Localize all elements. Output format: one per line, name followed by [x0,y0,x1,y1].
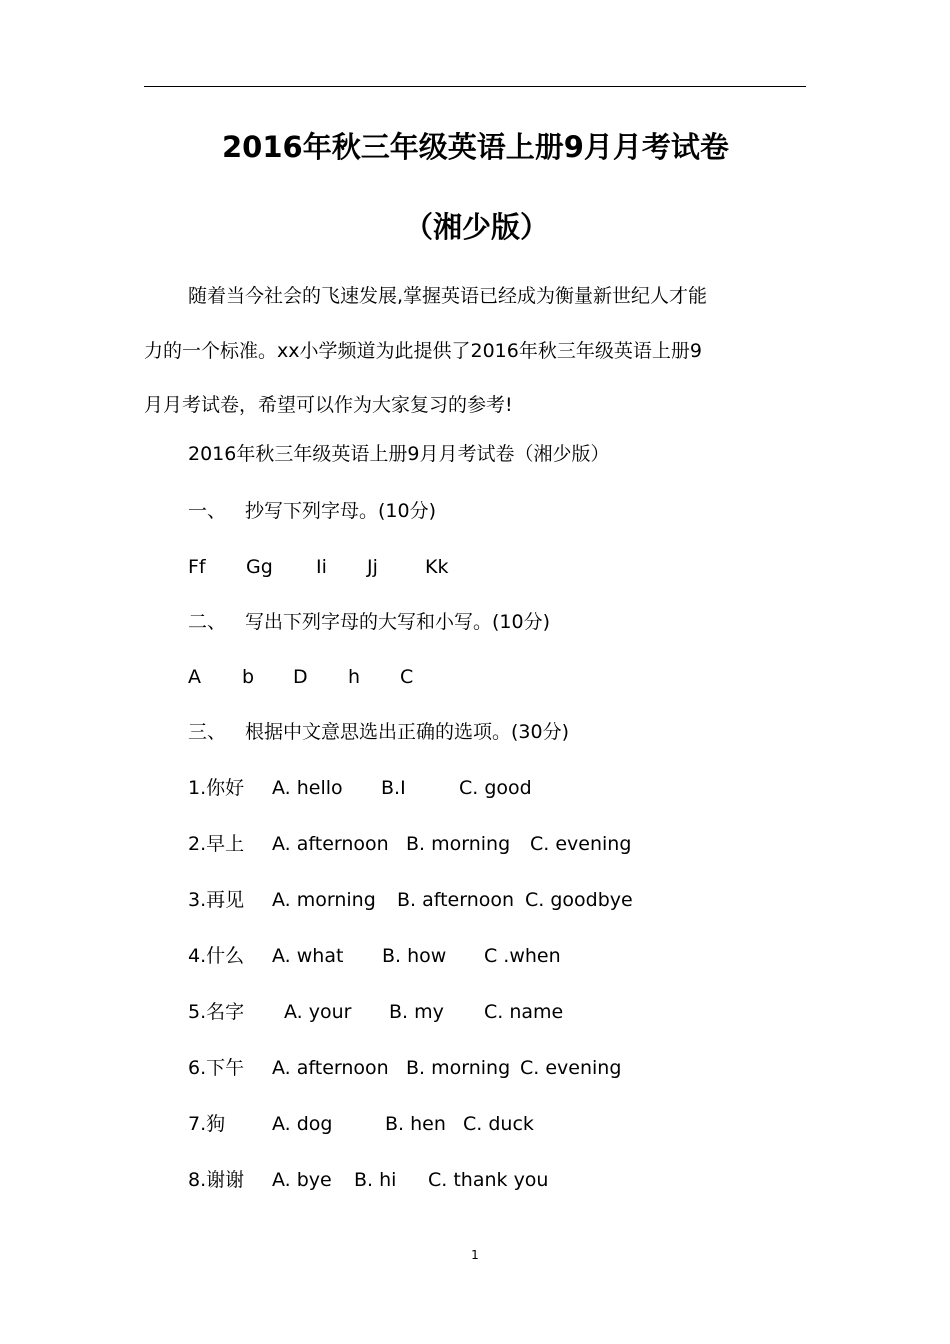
letter-item: Jj [367,556,378,578]
letter-item: h [348,666,361,688]
letter-item: b [242,666,255,688]
question-prompt: 8.谢谢 [188,1169,245,1191]
option-b: B. how [382,945,447,967]
option-b: B. morning [406,833,511,855]
section-3-number: 三、 [188,721,227,743]
option-b: B. hi [354,1169,397,1191]
question-prompt: 2.早上 [188,833,245,855]
option-a: A. bye [272,1169,332,1191]
option-a: A. your [284,1001,352,1023]
intro-line-3: 月月考试卷，希望可以作为大家复习的参考! [144,394,513,416]
option-a: A. afternoon [272,833,389,855]
option-c: C. good [459,777,532,799]
option-a: A. hello [272,777,343,799]
page-number: 1 [471,1248,479,1262]
option-a: A. morning [272,889,376,911]
intro-line-1: 随着当今社会的飞速发展,掌握英语已经成为衡量新世纪人才能 [188,285,708,307]
document-title: 2016年秋三年级英语上册9月月考试卷 [222,130,729,164]
letter-item: Kk [425,556,449,578]
intro-line-2: 力的一个标准。xx小学频道为此提供了2016年秋三年级英语上册9 [144,340,702,362]
option-a: A. afternoon [272,1057,389,1079]
section-3-heading: 根据中文意思选出正确的选项。(30分) [245,721,570,743]
header-rule [144,86,806,87]
option-c: C. evening [530,833,632,855]
option-c: C. evening [520,1057,622,1079]
option-c: C .when [484,945,561,967]
letter-item: D [293,666,308,688]
question-prompt: 3.再见 [188,889,245,911]
question-prompt: 4.什么 [188,945,245,967]
option-c: C. name [484,1001,564,1023]
option-c: C. thank you [428,1169,549,1191]
document-subtitle: （湘少版） [404,210,550,244]
letter-item: A [188,666,201,688]
option-b: B.I [381,777,406,799]
option-a: A. dog [272,1113,333,1135]
question-prompt: 1.你好 [188,777,245,799]
letter-item: Ii [316,556,327,578]
question-prompt: 7.狗 [188,1113,226,1135]
exam-title-line: 2016年秋三年级英语上册9月月考试卷（湘少版） [188,443,610,465]
option-b: B. hen [385,1113,446,1135]
option-b: B. afternoon [397,889,515,911]
letter-item: Ff [188,556,206,578]
question-prompt: 5.名字 [188,1001,245,1023]
question-prompt: 6.下午 [188,1057,245,1079]
section-1-number: 一、 [188,500,227,522]
section-1-heading: 抄写下列字母。(10分) [245,500,437,522]
section-2-number: 二、 [188,611,227,633]
option-c: C. duck [463,1113,534,1135]
section-2-heading: 写出下列字母的大写和小写。(10分) [245,611,551,633]
option-b: B. my [389,1001,444,1023]
option-b: B. morning [406,1057,511,1079]
option-a: A. what [272,945,344,967]
letter-item: Gg [246,556,273,578]
option-c: C. goodbye [525,889,633,911]
letter-item: C [400,666,414,688]
